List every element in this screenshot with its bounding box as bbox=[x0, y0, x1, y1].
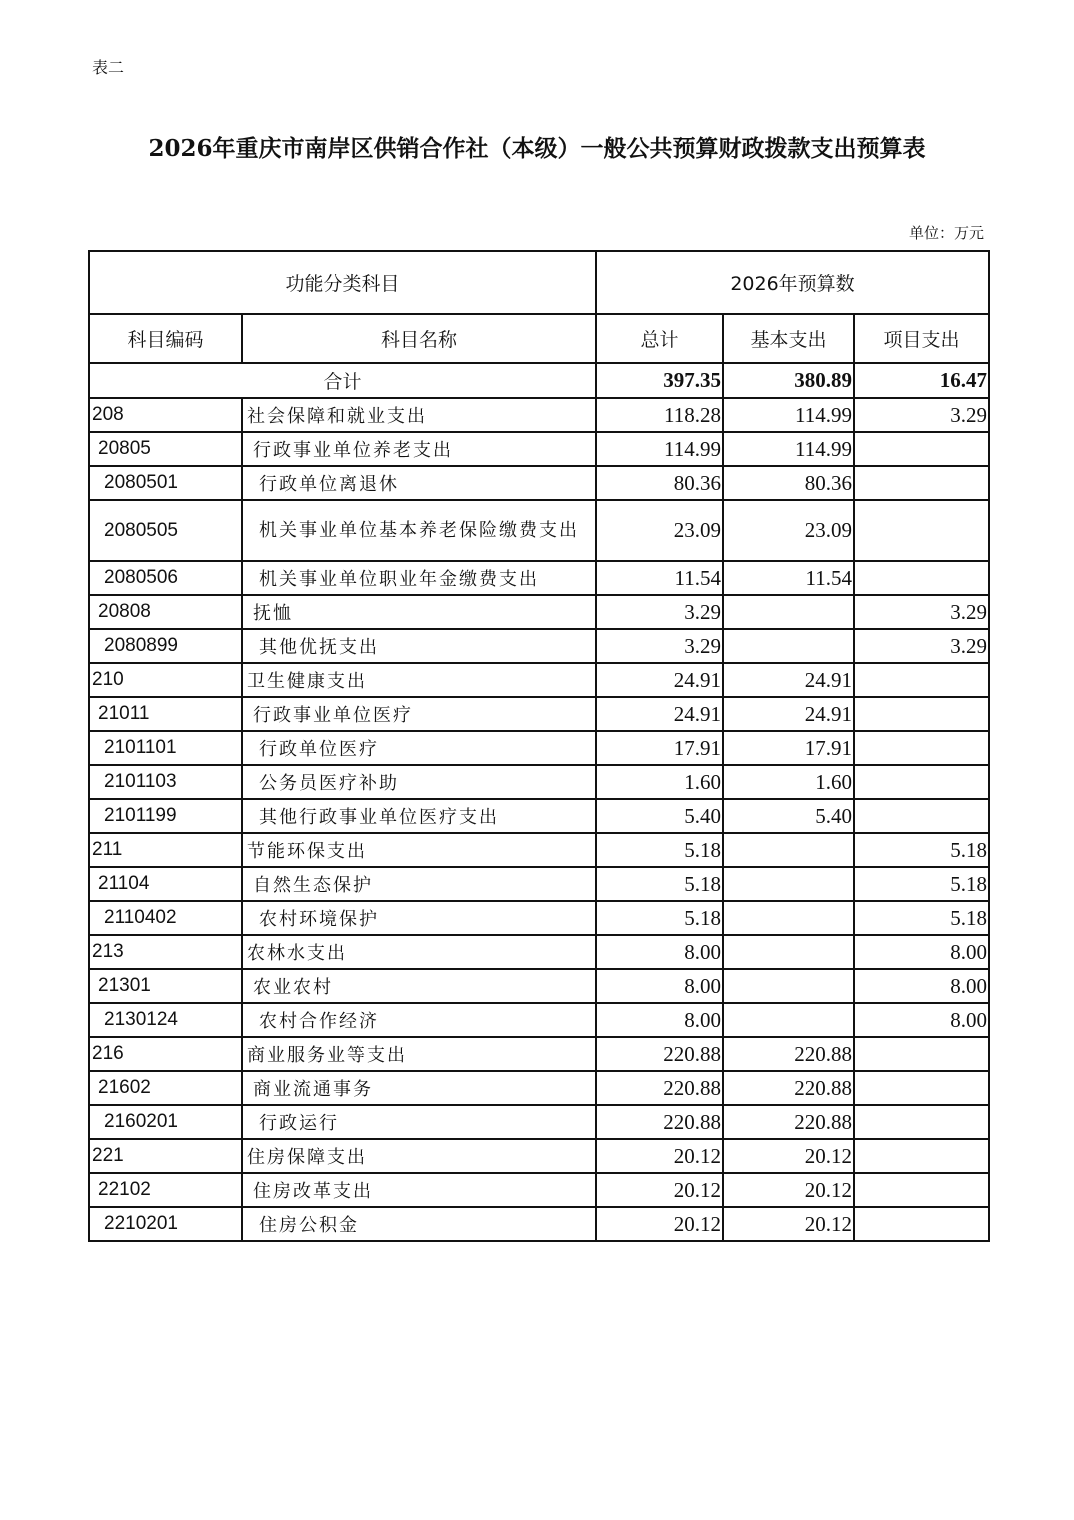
row-total: 1.60 bbox=[596, 765, 723, 799]
row-basic bbox=[723, 867, 854, 901]
table-row bbox=[89, 1037, 989, 1071]
row-project bbox=[854, 1105, 989, 1139]
row-project: 3.29 bbox=[854, 629, 989, 663]
row-basic: 20.12 bbox=[723, 1207, 854, 1241]
row-code: 2080506 bbox=[89, 561, 242, 595]
row-basic: 20.12 bbox=[723, 1173, 854, 1207]
total-basic: 380.89 bbox=[723, 363, 854, 398]
table-label: 表二 bbox=[92, 58, 125, 77]
row-project: 8.00 bbox=[854, 969, 989, 1003]
row-name: 抚恤 bbox=[242, 595, 596, 629]
row-basic bbox=[723, 969, 854, 1003]
row-basic bbox=[723, 1003, 854, 1037]
row-project bbox=[854, 1071, 989, 1105]
row-code: 21104 bbox=[89, 867, 242, 901]
row-total: 220.88 bbox=[596, 1105, 723, 1139]
row-name: 节能环保支出 bbox=[242, 833, 596, 867]
row-project: 3.29 bbox=[854, 595, 989, 629]
table-row bbox=[89, 500, 989, 561]
row-name: 商业流通事务 bbox=[242, 1071, 596, 1105]
row-name: 行政单位医疗 bbox=[242, 731, 596, 765]
row-name: 农村环境保护 bbox=[242, 901, 596, 935]
row-basic: 220.88 bbox=[723, 1071, 854, 1105]
row-total: 20.12 bbox=[596, 1173, 723, 1207]
row-code: 21301 bbox=[89, 969, 242, 1003]
table-row bbox=[89, 765, 989, 799]
row-project: 5.18 bbox=[854, 867, 989, 901]
row-basic: 20.12 bbox=[723, 1139, 854, 1173]
row-basic bbox=[723, 901, 854, 935]
row-total: 114.99 bbox=[596, 432, 723, 466]
table-row bbox=[89, 466, 989, 500]
row-total: 8.00 bbox=[596, 969, 723, 1003]
header-project: 项目支出 bbox=[854, 314, 989, 363]
row-total: 20.12 bbox=[596, 1139, 723, 1173]
row-name: 机关事业单位职业年金缴费支出 bbox=[242, 561, 596, 595]
row-total: 5.18 bbox=[596, 867, 723, 901]
document-title: 2026年重庆市南岸区供销合作社（本级）一般公共预算财政拨款支出预算表 bbox=[148, 135, 926, 162]
row-project bbox=[854, 765, 989, 799]
row-total: 24.91 bbox=[596, 663, 723, 697]
row-name: 行政事业单位养老支出 bbox=[242, 432, 596, 466]
table-row bbox=[89, 561, 989, 595]
row-name: 行政单位离退休 bbox=[242, 466, 596, 500]
row-total: 3.29 bbox=[596, 595, 723, 629]
row-code: 21602 bbox=[89, 1071, 242, 1105]
row-total: 8.00 bbox=[596, 1003, 723, 1037]
budget-table bbox=[88, 250, 990, 1242]
row-basic: 114.99 bbox=[723, 398, 854, 432]
row-basic: 24.91 bbox=[723, 697, 854, 731]
table-row bbox=[89, 1071, 989, 1105]
row-total: 220.88 bbox=[596, 1037, 723, 1071]
row-basic bbox=[723, 935, 854, 969]
row-name: 农业农村 bbox=[242, 969, 596, 1003]
row-code: 2210201 bbox=[89, 1207, 242, 1241]
row-project bbox=[854, 1173, 989, 1207]
header-row-columns bbox=[89, 314, 989, 363]
header-functional-classification: 功能分类科目 bbox=[89, 251, 596, 314]
row-project bbox=[854, 561, 989, 595]
row-basic bbox=[723, 629, 854, 663]
row-code: 2110402 bbox=[89, 901, 242, 935]
row-name: 住房保障支出 bbox=[242, 1139, 596, 1173]
header-total: 总计 bbox=[596, 314, 723, 363]
table-row bbox=[89, 799, 989, 833]
row-code: 2080899 bbox=[89, 629, 242, 663]
row-code: 20808 bbox=[89, 595, 242, 629]
row-total: 17.91 bbox=[596, 731, 723, 765]
table-row bbox=[89, 935, 989, 969]
row-project bbox=[854, 466, 989, 500]
row-basic bbox=[723, 833, 854, 867]
row-project bbox=[854, 731, 989, 765]
row-project: 3.29 bbox=[854, 398, 989, 432]
row-name: 商业服务业等支出 bbox=[242, 1037, 596, 1071]
row-project: 8.00 bbox=[854, 1003, 989, 1037]
row-name: 农林水支出 bbox=[242, 935, 596, 969]
row-basic: 23.09 bbox=[723, 500, 854, 561]
row-name: 自然生态保护 bbox=[242, 867, 596, 901]
row-name: 社会保障和就业支出 bbox=[242, 398, 596, 432]
row-name: 行政事业单位医疗 bbox=[242, 697, 596, 731]
row-name: 住房改革支出 bbox=[242, 1173, 596, 1207]
header-basic: 基本支出 bbox=[723, 314, 854, 363]
row-code: 210 bbox=[89, 663, 242, 697]
row-total: 5.40 bbox=[596, 799, 723, 833]
total-total: 397.35 bbox=[596, 363, 723, 398]
row-total: 20.12 bbox=[596, 1207, 723, 1241]
row-total: 23.09 bbox=[596, 500, 723, 561]
table-row bbox=[89, 595, 989, 629]
row-code: 221 bbox=[89, 1139, 242, 1173]
row-project bbox=[854, 1207, 989, 1241]
row-name: 其他行政事业单位医疗支出 bbox=[242, 799, 596, 833]
row-project bbox=[854, 663, 989, 697]
row-name: 公务员医疗补助 bbox=[242, 765, 596, 799]
table-row bbox=[89, 1105, 989, 1139]
row-total: 220.88 bbox=[596, 1071, 723, 1105]
table-row bbox=[89, 969, 989, 1003]
row-basic bbox=[723, 595, 854, 629]
row-project: 5.18 bbox=[854, 833, 989, 867]
row-total: 8.00 bbox=[596, 935, 723, 969]
header-row-group bbox=[89, 251, 989, 314]
total-label: 合计 bbox=[89, 363, 596, 398]
row-basic: 1.60 bbox=[723, 765, 854, 799]
row-project bbox=[854, 697, 989, 731]
row-project: 5.18 bbox=[854, 901, 989, 935]
row-code: 2101101 bbox=[89, 731, 242, 765]
row-project bbox=[854, 799, 989, 833]
table-row bbox=[89, 867, 989, 901]
row-name: 卫生健康支出 bbox=[242, 663, 596, 697]
row-name: 机关事业单位基本养老保险缴费支出 bbox=[242, 500, 596, 561]
row-code: 2130124 bbox=[89, 1003, 242, 1037]
row-total: 5.18 bbox=[596, 833, 723, 867]
table-row bbox=[89, 697, 989, 731]
row-total: 5.18 bbox=[596, 901, 723, 935]
header-budget-2026: 2026年预算数 bbox=[596, 251, 989, 314]
table-row bbox=[89, 1139, 989, 1173]
total-project: 16.47 bbox=[854, 363, 989, 398]
row-project: 8.00 bbox=[854, 935, 989, 969]
row-project bbox=[854, 1139, 989, 1173]
header-name: 科目名称 bbox=[242, 314, 596, 363]
row-total: 118.28 bbox=[596, 398, 723, 432]
row-code: 2101199 bbox=[89, 799, 242, 833]
row-code: 2080505 bbox=[89, 500, 242, 561]
row-total: 24.91 bbox=[596, 697, 723, 731]
row-basic: 114.99 bbox=[723, 432, 854, 466]
row-basic: 5.40 bbox=[723, 799, 854, 833]
row-name: 其他优抚支出 bbox=[242, 629, 596, 663]
table-row bbox=[89, 663, 989, 697]
row-basic: 220.88 bbox=[723, 1037, 854, 1071]
row-code: 213 bbox=[89, 935, 242, 969]
row-code: 208 bbox=[89, 398, 242, 432]
row-basic: 220.88 bbox=[723, 1105, 854, 1139]
table-row bbox=[89, 629, 989, 663]
row-basic: 24.91 bbox=[723, 663, 854, 697]
row-basic: 11.54 bbox=[723, 561, 854, 595]
row-code: 20805 bbox=[89, 432, 242, 466]
total-row bbox=[89, 363, 989, 398]
row-total: 11.54 bbox=[596, 561, 723, 595]
table-row bbox=[89, 833, 989, 867]
header-code: 科目编码 bbox=[89, 314, 242, 363]
table-row bbox=[89, 432, 989, 466]
row-name: 行政运行 bbox=[242, 1105, 596, 1139]
row-name: 农村合作经济 bbox=[242, 1003, 596, 1037]
row-project bbox=[854, 1037, 989, 1071]
unit-note: 单位：万元 bbox=[908, 224, 984, 242]
table-row bbox=[89, 1003, 989, 1037]
row-code: 2160201 bbox=[89, 1105, 242, 1139]
table-row bbox=[89, 731, 989, 765]
row-name: 住房公积金 bbox=[242, 1207, 596, 1241]
table-row bbox=[89, 1207, 989, 1241]
row-total: 3.29 bbox=[596, 629, 723, 663]
row-code: 2080501 bbox=[89, 466, 242, 500]
row-project bbox=[854, 500, 989, 561]
table-row bbox=[89, 398, 989, 432]
row-total: 80.36 bbox=[596, 466, 723, 500]
row-code: 22102 bbox=[89, 1173, 242, 1207]
row-basic: 17.91 bbox=[723, 731, 854, 765]
table-row bbox=[89, 1173, 989, 1207]
table-row bbox=[89, 901, 989, 935]
row-code: 21011 bbox=[89, 697, 242, 731]
row-code: 2101103 bbox=[89, 765, 242, 799]
row-code: 216 bbox=[89, 1037, 242, 1071]
row-project bbox=[854, 432, 989, 466]
row-basic: 80.36 bbox=[723, 466, 854, 500]
row-code: 211 bbox=[89, 833, 242, 867]
